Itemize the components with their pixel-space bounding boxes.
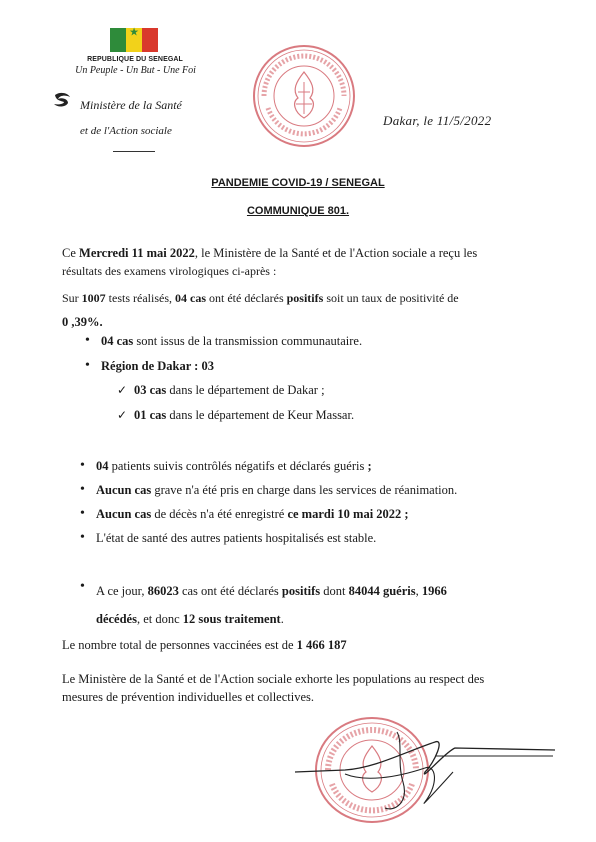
text-bold: positifs — [286, 291, 324, 305]
republic-motto: Un Peuple - Un But - Une Foi — [75, 65, 196, 76]
text: de décès n'a été enregistré — [151, 507, 288, 521]
text: . — [280, 612, 284, 626]
flag-red-stripe — [142, 28, 158, 52]
list-item — [96, 578, 536, 632]
text-bold: ce mardi 10 mai 2022 ; — [287, 507, 409, 521]
ministry-name-line2: et de l'Action sociale — [80, 125, 172, 137]
list-item — [101, 332, 362, 350]
ministry-name-line1: Ministère de la Santé — [80, 98, 182, 112]
text-bold: Aucun cas — [96, 483, 152, 497]
senegal-flag-icon — [110, 28, 158, 52]
text: Le Ministère de la Santé et de l'Action sociale exhorte les populations au respect des — [62, 672, 485, 686]
vaccination-paragraph — [62, 636, 542, 654]
list-item — [96, 529, 376, 547]
official-stamp-icon — [250, 42, 358, 150]
tests-paragraph — [62, 289, 542, 331]
text-bold: 04 — [96, 459, 109, 473]
text: A ce jour, — [96, 584, 148, 598]
text-bold: Mercredi 11 mai 2022 — [79, 246, 195, 260]
text: dans le département de Keur Massar. — [166, 408, 355, 422]
list-item — [101, 357, 214, 375]
text-bold: 86023 — [147, 584, 179, 598]
text-bold: 01 cas — [134, 408, 167, 422]
text: mesures de prévention individuelles et collectives. — [62, 690, 315, 704]
text: , — [415, 584, 422, 598]
flag-green-stripe — [110, 28, 126, 52]
text-bold: 1966 — [421, 584, 447, 598]
text-bold: 84044 guéris — [348, 584, 416, 598]
bullet-icon: • — [85, 333, 90, 348]
document-title: PANDEMIE COVID-19 / SENEGAL — [211, 177, 385, 189]
list-item — [96, 481, 457, 499]
text-bold: positifs — [281, 584, 321, 598]
dateline — [383, 113, 491, 129]
handwritten-signature-icon — [285, 712, 570, 822]
text-bold: 04 cas — [101, 334, 134, 348]
text: résultats des examens virologiques ci-après : — [62, 264, 277, 278]
text: tests réalisés, — [105, 291, 175, 305]
bullet-icon: • — [85, 358, 90, 373]
text: cas ont été déclarés — [178, 584, 282, 598]
bullet-icon: • — [80, 530, 85, 545]
text: soit un taux de positivité de — [323, 291, 459, 305]
list-item — [96, 505, 409, 523]
text: L'état de santé des autres patients hospitalisés est stable. — [96, 531, 377, 545]
dateline-place: Dakar, le — [383, 113, 437, 128]
bullet-icon: • — [80, 579, 85, 594]
ministry-logo-icon — [52, 91, 74, 109]
checkmark-icon: ✓ — [117, 383, 128, 397]
text-bold: 04 cas — [175, 291, 206, 305]
text: , et donc — [136, 612, 183, 626]
text: , le Ministère de la Santé et de l'Action sociale a reçu les — [194, 246, 478, 260]
vaccinated-count: 1 466 187 — [296, 638, 347, 652]
text-bold: 03 cas — [134, 383, 167, 397]
text-bold: décédés — [96, 612, 137, 626]
region-dakar: Région de Dakar : 03 — [101, 359, 214, 373]
text: Ce — [62, 246, 80, 260]
header-divider — [113, 151, 155, 152]
bullet-icon: • — [80, 482, 85, 497]
bullet-icon: • — [80, 506, 85, 521]
text: sont issus de la transmission communautaire. — [133, 334, 363, 348]
positivity-rate: 0 ,39%. — [62, 315, 103, 329]
intro-paragraph — [62, 244, 542, 280]
communique-number: COMMUNIQUE 801. — [246, 205, 350, 217]
text: Le nombre total de personnes vaccinées est de — [62, 638, 297, 652]
list-item — [134, 406, 354, 424]
text: ont été déclarés — [206, 291, 287, 305]
checkmark-icon: ✓ — [117, 408, 128, 422]
text: dans le département de Dakar ; — [166, 383, 325, 397]
text: Sur — [62, 291, 82, 305]
text-bold: Aucun cas — [96, 507, 152, 521]
list-item — [96, 457, 372, 475]
text-bold: 12 sous traitement — [182, 612, 281, 626]
text: patients suivis contrôlés négatifs et déclarés guéris — [108, 459, 368, 473]
bullet-icon: • — [80, 458, 85, 473]
text: dont — [320, 584, 349, 598]
republic-name: REPUBLIQUE DU SENEGAL — [87, 56, 183, 63]
flag-yellow-stripe — [126, 28, 142, 52]
dateline-date: 11/5/2022 — [436, 113, 492, 128]
text-bold: 1007 — [81, 291, 106, 305]
star-icon: ★ — [129, 26, 139, 39]
closing-paragraph — [62, 670, 552, 706]
text: grave n'a été pris en charge dans les services de réanimation. — [151, 483, 458, 497]
text-bold: ; — [367, 459, 372, 473]
list-item — [134, 381, 325, 399]
